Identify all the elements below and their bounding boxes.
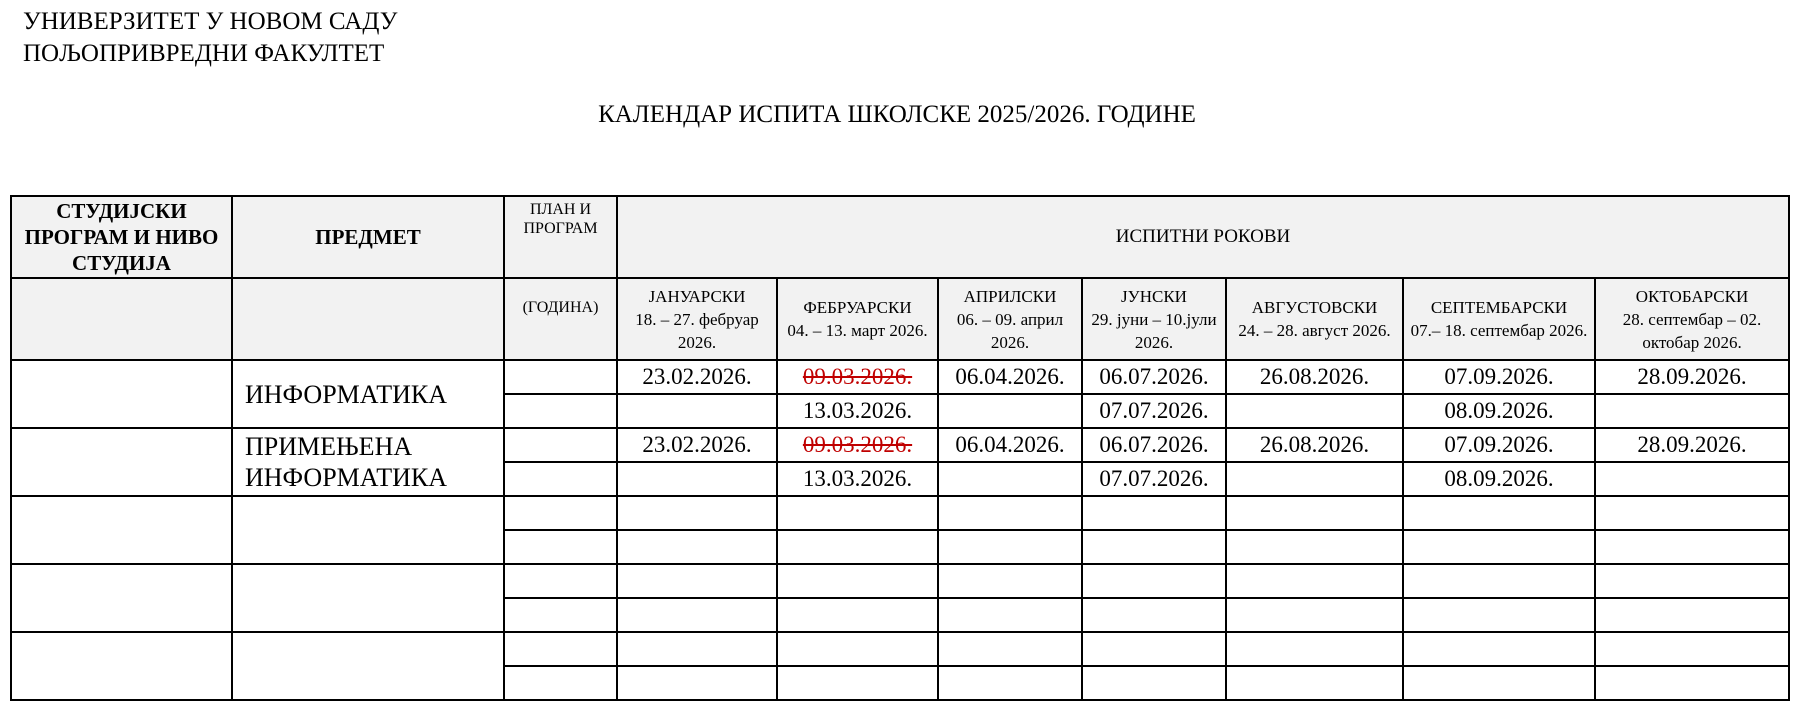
plan-cell [504,530,617,564]
date-cell [617,462,777,496]
table-row [11,428,1789,462]
date-cell [1082,666,1226,700]
subject-cell [232,564,504,632]
date-cell [777,666,938,700]
date-cell [1403,598,1595,632]
term-range: 06. – 09. април 2026. [956,309,1064,352]
subject-cell [232,632,504,700]
date-cell [617,598,777,632]
subject-cell [232,496,504,564]
date-cell: 08.09.2026. [1403,394,1595,428]
term-header-february [777,278,938,360]
subject-name: ИНФОРМАТИКА [232,360,504,428]
date-cell [1595,462,1789,496]
date-cell [1226,530,1403,564]
date-cell [777,632,938,666]
date-cell: 13.03.2026. [777,394,938,428]
term-name: СЕПТЕМБАРСКИ [1430,298,1568,317]
date-cell [938,632,1082,666]
date-cell [617,666,777,700]
term-name: ЈАНУАРСКИ [648,286,746,306]
date-cell: 07.09.2026. [1403,360,1595,394]
date-cell [1226,666,1403,700]
date-cell: 07.07.2026. [1082,394,1226,428]
date-cell [1082,598,1226,632]
cancelled-date: 09.03.2026. [802,432,913,457]
program-cell [11,360,232,428]
date-cell [777,496,938,530]
table-row [11,564,1789,598]
term-name: ОКТОБАРСКИ [1635,286,1749,306]
plan-column-header: ПЛАН И ПРОГРАМ [504,196,617,278]
date-cell [1226,632,1403,666]
term-range: 04. – 13. март 2026. [787,321,928,340]
date-cell [1082,530,1226,564]
date-cell: 28.09.2026. [1595,428,1789,462]
plan-cell [504,360,617,394]
date-cell [1403,632,1595,666]
date-cell [777,360,938,394]
date-cell: 23.02.2026. [617,428,777,462]
date-cell [1595,496,1789,530]
term-range: 07.– 18. септембар 2026. [1410,321,1588,340]
term-header-january [617,278,777,360]
subject-name: ПРИМЕЊЕНА ИНФОРМАТИКА [232,428,504,496]
term-header-august [1226,278,1403,360]
plan-cell [504,632,617,666]
date-cell: 06.07.2026. [1082,360,1226,394]
date-cell [1595,394,1789,428]
page-title: КАЛЕНДАР ИСПИТА ШКОЛСКЕ 2025/2026. ГОДИНЕ [598,101,1196,128]
date-cell [1595,666,1789,700]
date-cell [1403,530,1595,564]
date-cell: 06.04.2026. [938,428,1082,462]
program-column-header: СТУДИЈСКИ ПРОГРАМ И НИВО СТУДИЈА [11,196,232,278]
term-header-april [938,278,1082,360]
exam-terms-header: ИСПИТНИ РОКОВИ [617,196,1789,278]
date-cell [617,632,777,666]
university-name: УНИВЕРЗИТЕТ У НОВОМ САДУ [23,8,398,35]
date-cell: 13.03.2026. [777,462,938,496]
date-cell [1082,564,1226,598]
date-cell [1082,632,1226,666]
term-name: АВГУСТОВСКИ [1251,298,1378,317]
date-cell: 06.04.2026. [938,360,1082,394]
table-row [11,496,1789,530]
subject-subheader-empty [232,278,504,360]
plan-cell [504,462,617,496]
date-cell: 28.09.2026. [1595,360,1789,394]
date-cell [1595,530,1789,564]
date-cell [777,428,938,462]
plan-cell [504,666,617,700]
plan-cell [504,598,617,632]
header-row-main [11,196,1789,278]
program-cell [11,564,232,632]
subject-column-header: ПРЕДМЕТ [232,196,504,278]
date-cell: 07.09.2026. [1403,428,1595,462]
date-cell [1226,496,1403,530]
date-cell [1403,496,1595,530]
table-row [11,632,1789,666]
date-cell [1595,598,1789,632]
date-cell: 23.02.2026. [617,360,777,394]
date-cell [938,666,1082,700]
date-cell: 26.08.2026. [1226,428,1403,462]
date-cell: 06.07.2026. [1082,428,1226,462]
plan-cell [504,394,617,428]
cancelled-date: 09.03.2026. [802,364,913,389]
program-cell [11,428,232,496]
date-cell [1226,394,1403,428]
year-column-header: (ГОДИНА) [504,278,617,360]
table-row [11,360,1789,394]
date-cell: 08.09.2026. [1403,462,1595,496]
term-range: 24. – 28. август 2026. [1238,321,1391,340]
date-cell [938,530,1082,564]
date-cell [617,564,777,598]
term-name: ЈУНСКИ [1121,286,1187,306]
program-subheader-empty [11,278,232,360]
date-cell [1226,598,1403,632]
date-cell [1595,632,1789,666]
plan-cell [504,564,617,598]
plan-cell [504,496,617,530]
date-cell [777,564,938,598]
term-header-june [1082,278,1226,360]
term-name: АПРИЛСКИ [963,286,1057,306]
date-cell [617,530,777,564]
date-cell [938,598,1082,632]
date-cell [617,394,777,428]
date-cell [777,530,938,564]
date-cell [938,564,1082,598]
plan-cell [504,428,617,462]
date-cell [1595,564,1789,598]
term-range: 18. – 27. фебруар 2026. [635,309,759,352]
term-range: 28. септембар – 02. октобар 2026. [1622,309,1762,352]
date-cell [1226,462,1403,496]
date-cell [938,496,1082,530]
exam-calendar-table [10,195,1790,701]
term-name: ФЕБРУАРСКИ [803,298,912,317]
date-cell [938,462,1082,496]
date-cell: 07.07.2026. [1082,462,1226,496]
term-header-october [1595,278,1789,360]
date-cell [1403,564,1595,598]
faculty-name: ПОЉОПРИВРЕДНИ ФАКУЛТЕТ [23,40,385,67]
date-cell [777,598,938,632]
program-cell [11,632,232,700]
date-cell [1403,666,1595,700]
date-cell [617,496,777,530]
date-cell [1226,564,1403,598]
date-cell [938,394,1082,428]
program-cell [11,496,232,564]
date-cell: 26.08.2026. [1226,360,1403,394]
term-header-september [1403,278,1595,360]
header-row-terms [11,278,1789,360]
term-range: 29. јуни – 10.јули 2026. [1091,309,1217,352]
date-cell [1082,496,1226,530]
